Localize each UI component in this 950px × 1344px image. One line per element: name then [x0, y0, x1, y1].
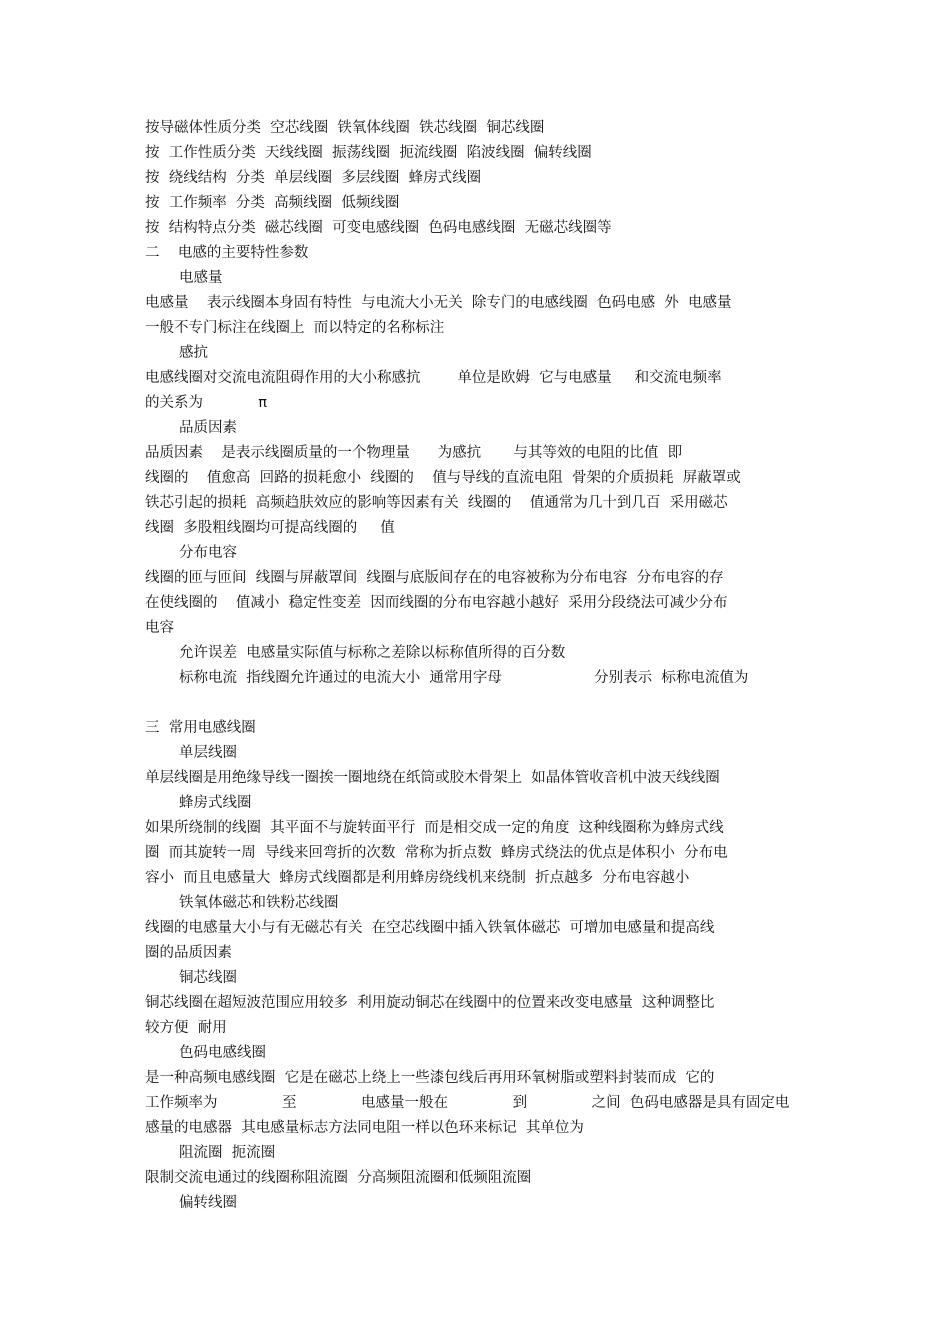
text-line: 电容 — [145, 620, 174, 636]
text-line: 线圈的 值愈高 回路的损耗愈小 线圈的 值与导线的直流电阻 骨架的介质损耗 屏蔽罩或 — [145, 470, 741, 486]
text-line: 分布电容 — [179, 545, 237, 561]
text-line: 较方便 耐用 — [145, 1020, 227, 1036]
text-line: 电感线圈对交流电流阻碍作用的大小称感抗 单位是欧姆 它与电感量 和交流电频率 — [145, 370, 722, 386]
text-line: 按 工作性质分类 天线线圈 振荡线圈 扼流线圈 陷波线圈 偏转线圈 — [145, 145, 592, 161]
text-line: 在使线圈的 值减小 稳定性变差 因而线圈的分布电容越小越好 采用分段绕法可减少分布 — [145, 595, 728, 611]
text-line: 铁芯引起的损耗 高频趋肤效应的影响等因素有关 线圈的 值通常为几十到几百 采用磁芯 — [145, 495, 728, 511]
text-line: 品质因素 — [179, 420, 237, 436]
text-line: 限制交流电通过的线圈称阻流圈 分高频阻流圈和低频阻流圈 — [145, 1170, 532, 1186]
text-line: 容小 而且电感量大 蜂房式线圈都是利用蜂房绕线机来绕制 折点越多 分布电容越小 — [145, 870, 690, 886]
text-line: 感量的电感器 其电感量标志方法同电阻一样以色环来标记 其单位为 — [145, 1120, 584, 1136]
text-line: 单层线圈 — [179, 745, 237, 761]
text-line: 允许误差 电感量实际值与标称之差除以标称值所得的百分数 — [179, 645, 566, 661]
text-line: 二 电感的主要特性参数 — [145, 245, 309, 261]
text-line: 标称电流 指线圈允许通过的电流大小 通常用字母 分别表示 标称电流值为 — [179, 670, 749, 686]
text-line: 单层线圈是用绝缘导线一圈挨一圈地绕在纸筒或胶木骨架上 如晶体管收音机中波天线线圈 — [145, 770, 720, 786]
text-line: 品质因素 是表示线圈质量的一个物理量 为感抗 与其等效的电阻的比值 即 — [145, 445, 683, 461]
text-line: 铁氧体磁芯和铁粉芯线圈 — [179, 895, 339, 911]
text-line: 圈的品质因素 — [145, 945, 232, 961]
text-line: 铜芯线圈 — [179, 970, 237, 986]
text-line: 圈 而其旋转一周 导线来回弯折的次数 常称为折点数 蜂房式绕法的优点是体积小 分布电 — [145, 845, 728, 861]
text-line: 的关系为 π — [145, 395, 268, 411]
text-line: 按 工作频率 分类 高频线圈 低频线圈 — [145, 195, 400, 211]
text-line: 线圈 多股粗线圈均可提高线圈的 值 — [145, 520, 395, 536]
text-line: 色码电感线圈 — [179, 1045, 266, 1061]
text-line: 阻流圈 扼流圈 — [179, 1145, 276, 1161]
text-line: 按 绕线结构 分类 单层线圈 多层线圈 蜂房式线圈 — [145, 170, 482, 186]
text-line: 感抗 — [179, 345, 208, 361]
text-line: 如果所绕制的线圈 其平面不与旋转面平行 而是相交成一定的角度 这种线圈称为蜂房式线 — [145, 820, 724, 836]
text-line: 电感量 表示线圈本身固有特性 与电流大小无关 除专门的电感线圈 色码电感 外 电感量 — [145, 295, 732, 311]
text-line: 铜芯线圈在超短波范围应用较多 利用旋动铜芯在线圈中的位置来改变电感量 这种调整比 — [145, 995, 715, 1011]
text-line: 按 结构特点分类 磁芯线圈 可变电感线圈 色码电感线圈 无磁芯线圈等 — [145, 220, 612, 236]
text-line: 三 常用电感线圈 — [145, 720, 256, 736]
text-line: 工作频率为 至 电感量一般在 到 之间 色码电感器是具有固定电 — [145, 1095, 790, 1111]
text-line: 一般不专门标注在线圈上 而以特定的名称标注 — [145, 320, 445, 336]
text-line: 线圈的电感量大小与有无磁芯有关 在空芯线圈中插入铁氧体磁芯 可增加电感量和提高线 — [145, 920, 715, 936]
text-line: 电感量 — [179, 270, 223, 286]
text-line: 蜂房式线圈 — [179, 795, 252, 811]
text-line: 按导磁体性质分类 空芯线圈 铁氧体线圈 铁芯线圈 铜芯线圈 — [145, 120, 545, 136]
text-line: 偏转线圈 — [179, 1195, 237, 1211]
text-line: 是一种高频电感线圈 它是在磁芯上绕上一些漆包线后再用环氧树脂或塑料封装而成 它的 — [145, 1070, 715, 1086]
text-line: 线圈的匝与匝间 线圈与屏蔽罩间 线圈与底版间存在的电容被称为分布电容 分布电容的存 — [145, 570, 724, 586]
